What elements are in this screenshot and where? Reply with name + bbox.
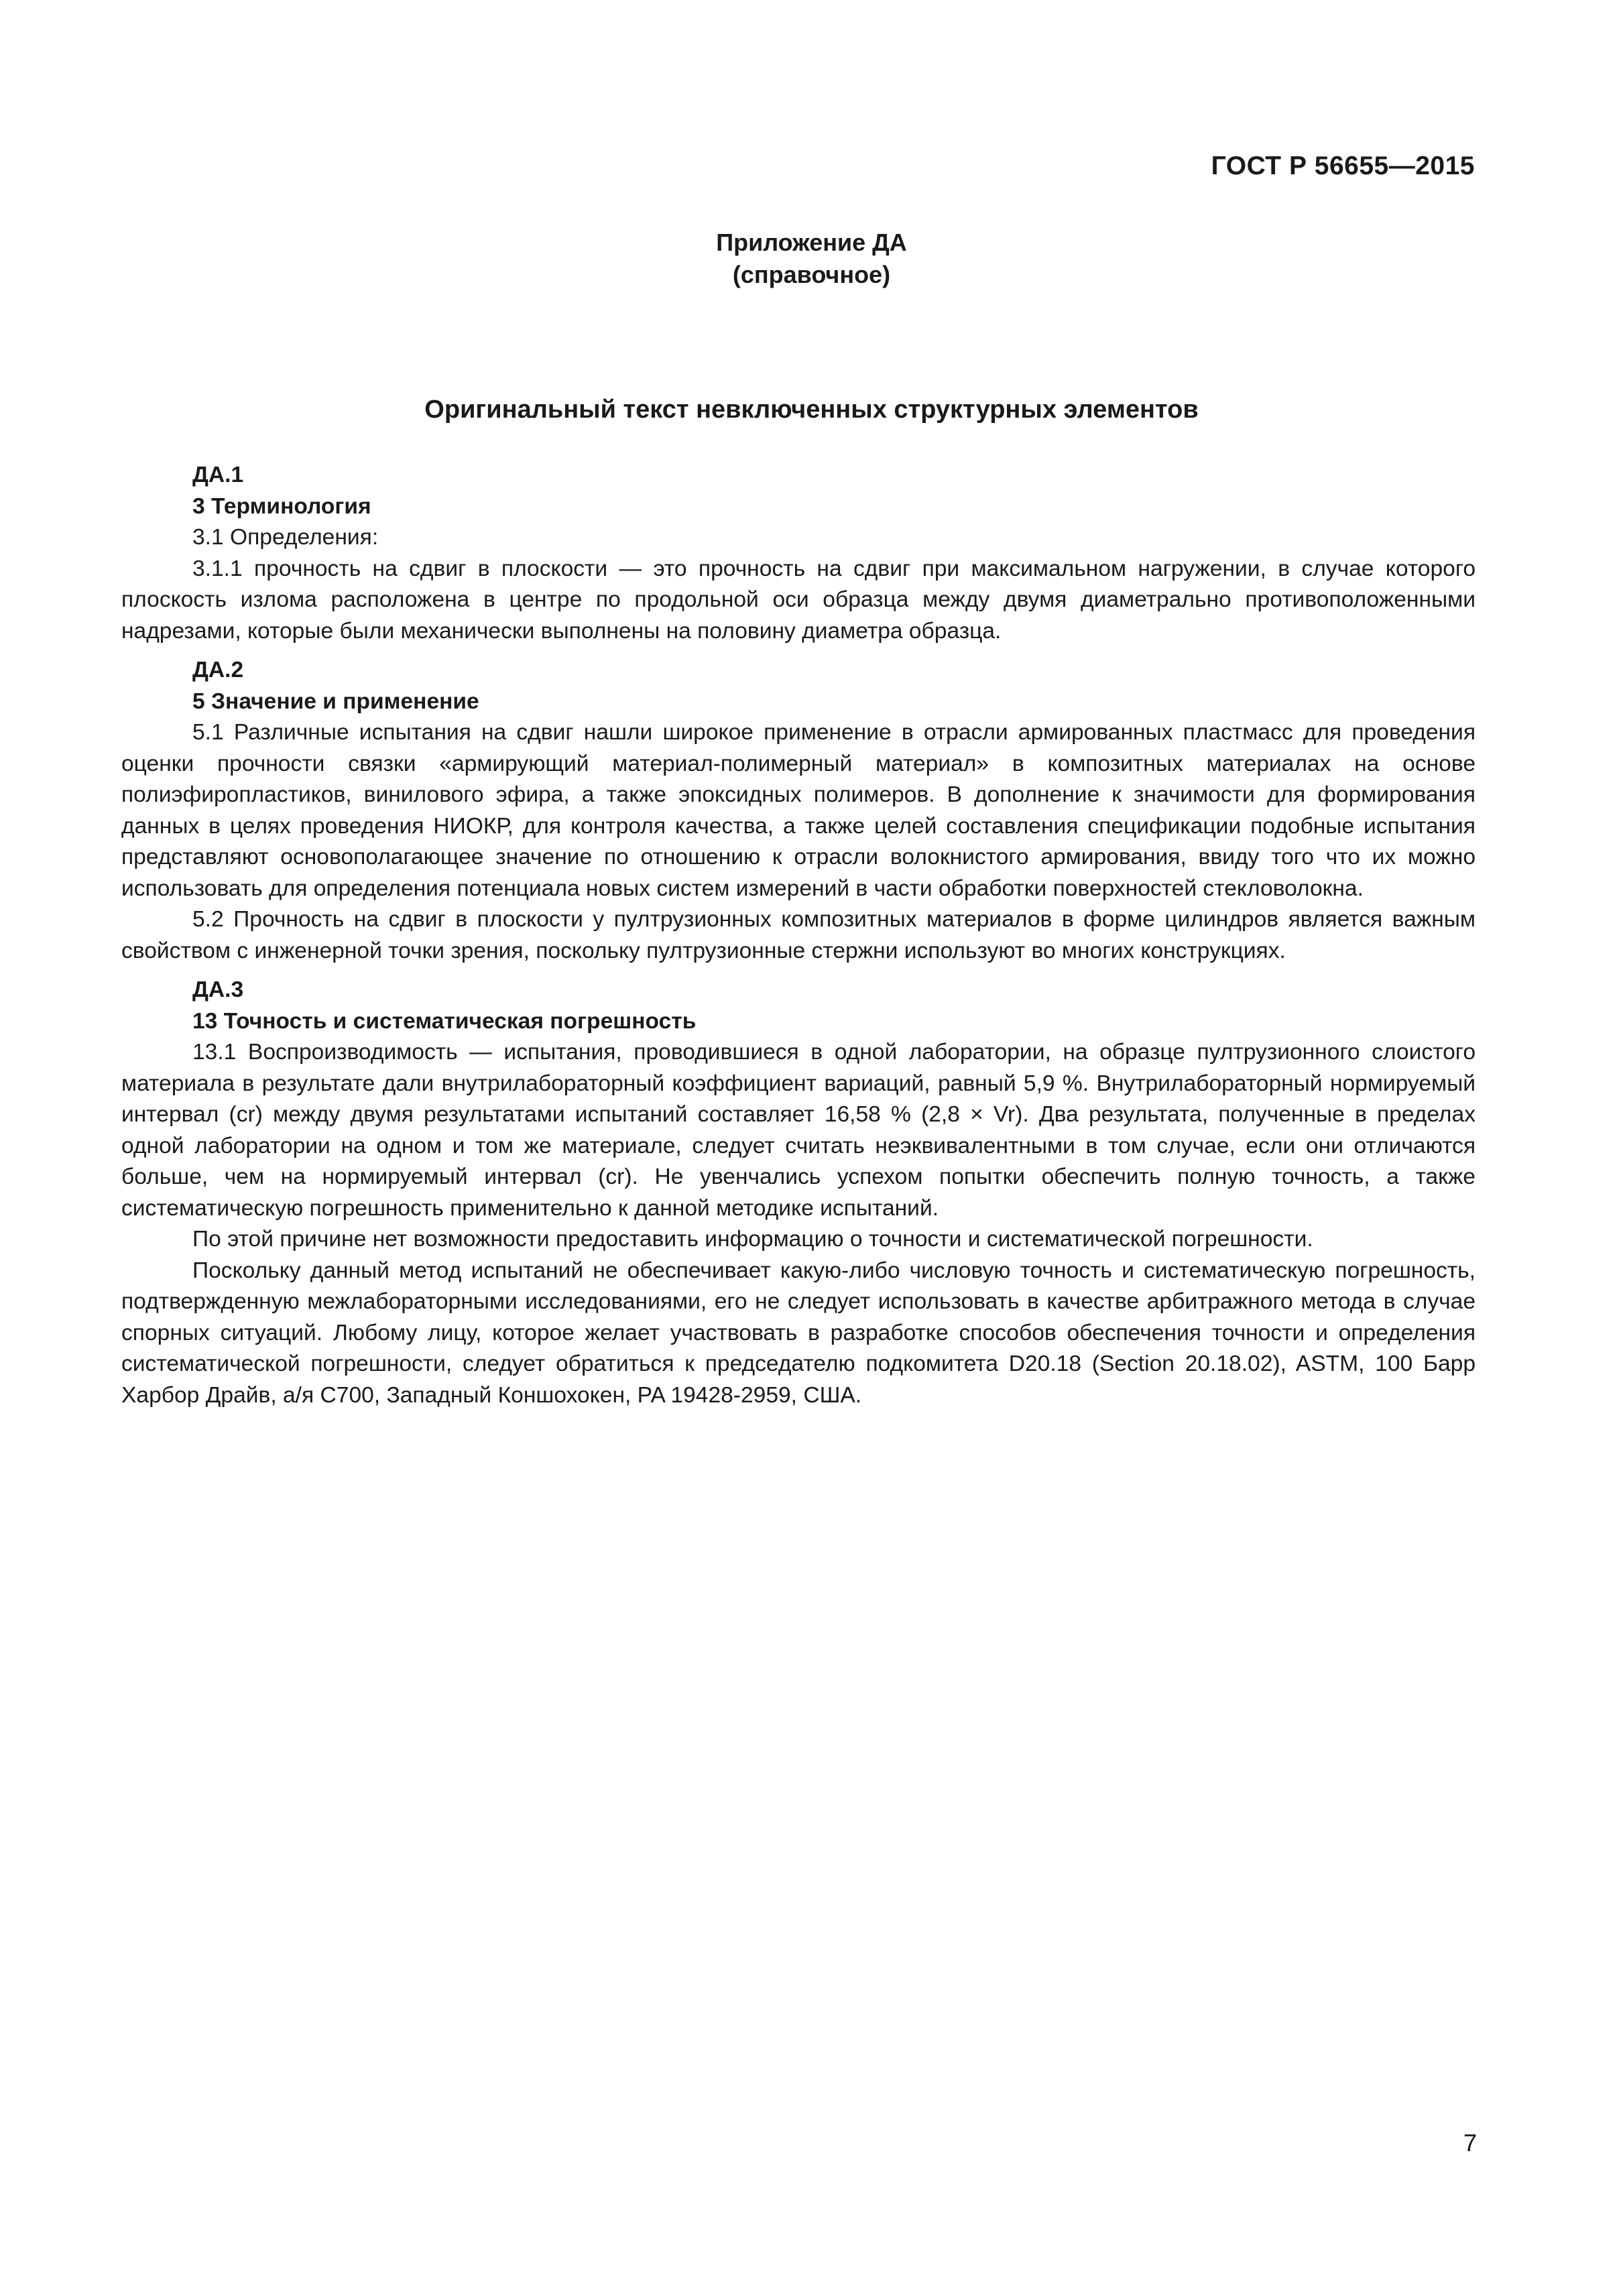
paragraph: 13.1 Воспроизводимость — испытания, проводившиеся в одной лаборатории, на образце пултрузионного слоистого материала в результате дали внутрилабораторный коэффициент вариаций, равный 5,9 %. Внутрилабораторный нормируемый интервал (cr) между двумя результатами испытаний составляет 16,58 % (2,8 × Vr). Два результата, полученные в пределах одной лаборатории на одном и том же материале, следует считать неэквивалентными в том случае, если они отличаются больше, чем на нормируемый интервал (cr). Не увенчались успехом попытки обеспечить полную точность, а также систематическую погрешность применительно к данной методике испытаний. xyxy=(121,1040,1476,1221)
section-id: ДА.1 xyxy=(192,463,244,487)
document-body xyxy=(121,460,1476,1411)
section-id: ДА.2 xyxy=(192,658,244,682)
section-title: 13 Точность и систематическая погрешность xyxy=(192,1008,697,1034)
annex-label xyxy=(0,227,1623,291)
section-title: 3 Терминология xyxy=(192,493,371,519)
paragraph: 5.1 Различные испытания на сдвиг нашли широкое применение в отрасли армированных пластмасс для проведения оценки прочности связки «армирующий материал-полимерный материал» в композитных материалах на основе полиэфиропластиков, винилового эфира, а также эпоксидных полимеров. В дополнение к значимости для формирования данных в целях проведения НИОКР, для контроля качества, а также целей составления спецификации подобные испытания представляют основополагающее значение по отношению к отрасли волокнистого армирования, ввиду того что их можно использовать для определения потенциала новых систем измерений в части обработки поверхностей стекловолокна. xyxy=(121,720,1476,901)
paragraph: Поскольку данный метод испытаний не обеспечивает какую-либо числовую точность и систематическую погрешность, подтвержденную межлабораторными исследованиями, его не следует использовать в качестве арбитражного метода в случае спорных ситуаций. Любому лицу, которое желает участвовать в разработке способов обеспечения точности и определения систематической погрешности, следует обратиться к председателю подкомитета D20.18 (Section 20.18.02), ASTM, 100 Барр Харбор Драйв, а/я С700, Западный Коншохокен, PA 19428-2959, США. xyxy=(121,1258,1476,1408)
section-title: 5 Значение и применение xyxy=(192,688,479,714)
page-number: 7 xyxy=(1463,2129,1477,2157)
section-da2 xyxy=(121,655,1476,967)
section-da1 xyxy=(121,460,1476,647)
section-da3 xyxy=(121,975,1476,1411)
annex-status: (справочное) xyxy=(732,261,891,288)
paragraph: 3.1 Определения: xyxy=(192,525,379,550)
annex-title: Приложение ДА xyxy=(716,229,907,256)
paragraph: По этой причине нет возможности предоставить информацию о точности и систематической погрешности. xyxy=(192,1227,1313,1252)
document-code: ГОСТ Р 56655—2015 xyxy=(1211,152,1475,180)
section-id: ДА.3 xyxy=(192,977,244,1002)
paragraph: 5.2 Прочность на сдвиг в плоскости у пултрузионных композитных материалов в форме цилиндров является важным свойством с инженерной точки зрения, поскольку пултрузионные стержни используют во многих конструкциях. xyxy=(121,907,1476,963)
annex-heading: Оригинальный текст невключенных структурных элементов xyxy=(424,396,1199,424)
paragraph: 3.1.1 прочность на сдвиг в плоскости — это прочность на сдвиг при максимальном нагружении, в случае которого плоскость излома расположена в центре по продольной оси образца между двумя диаметрально противоположенными надрезами, которые были механически выполнены на половину диаметра образца. xyxy=(121,556,1476,644)
